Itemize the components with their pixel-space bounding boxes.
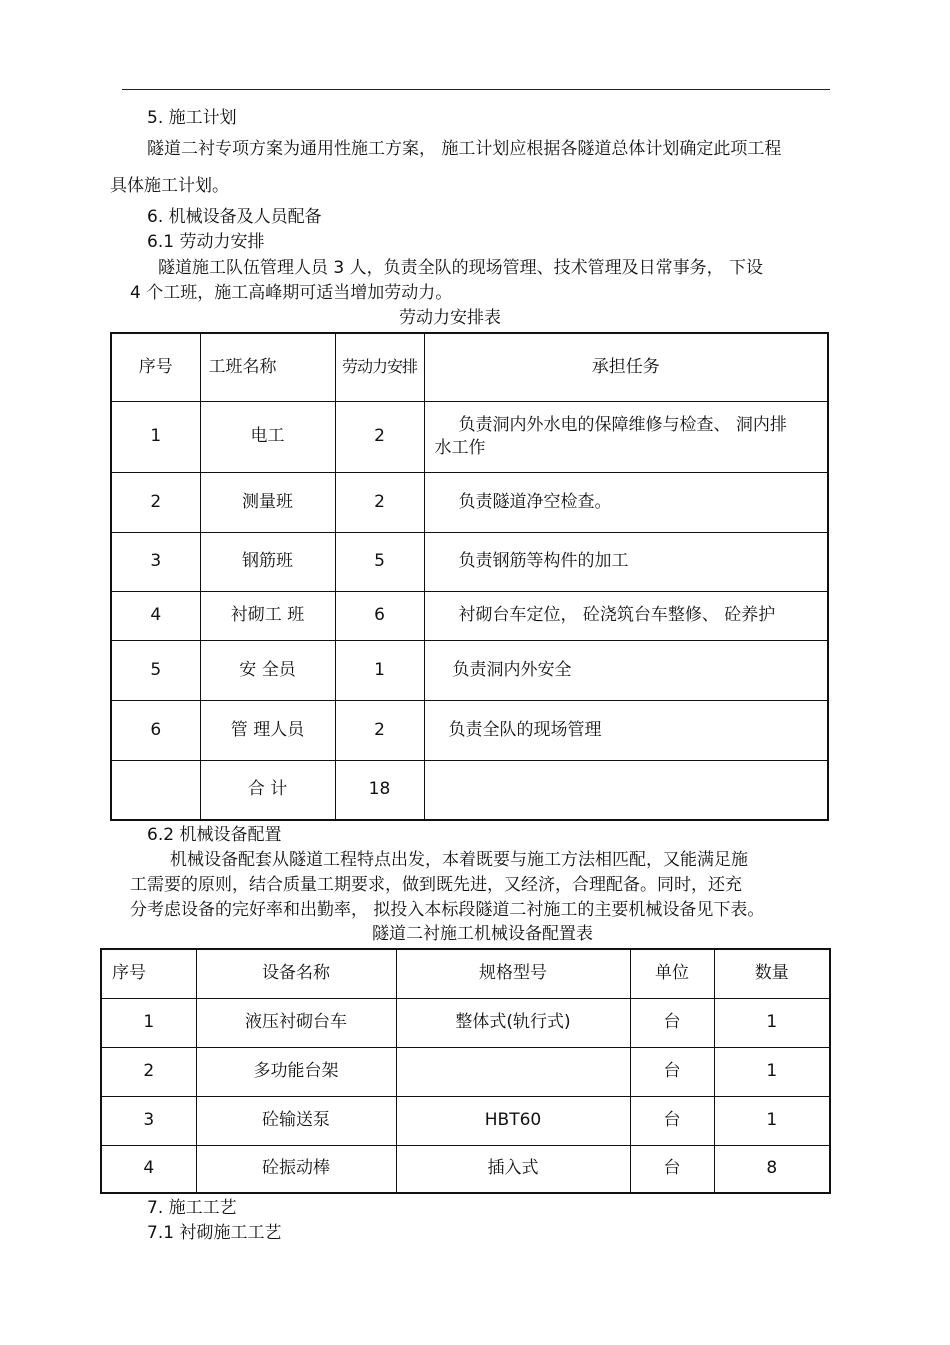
labor-table-title: 劳动力安排表 xyxy=(399,308,501,328)
labor-cell-count: 1 xyxy=(335,640,424,700)
equip-cell-no: 4 xyxy=(101,1145,196,1193)
section-6-1-title: 6.1 劳动力安排 xyxy=(147,232,265,252)
labor-cell-task xyxy=(424,760,828,820)
labor-cell-count: 5 xyxy=(335,532,424,591)
table-row xyxy=(101,998,830,1047)
section-7-1-title: 7.1 衬砌施工工艺 xyxy=(147,1223,282,1243)
equip-cell-qty: 1 xyxy=(714,1096,830,1145)
section-6-2-paragraph-line-3: 分考虑设备的完好率和出勤率， 拟投入本标段隧道二衬施工的主要机械设备见下表。 xyxy=(130,900,765,920)
labor-cell-count: 6 xyxy=(335,591,424,640)
equip-cell-spec: 整体式(轨行式) xyxy=(396,998,630,1047)
labor-total-row xyxy=(111,760,828,820)
labor-cell-no: 2 xyxy=(111,472,200,532)
table-row xyxy=(111,640,828,700)
section-7-title: 7. 施工工艺 xyxy=(147,1198,237,1218)
table-row xyxy=(101,1145,830,1193)
labor-cell-team: 管 理人员 xyxy=(200,700,335,760)
labor-total-count: 18 xyxy=(335,760,424,820)
table-row xyxy=(111,700,828,760)
section-6-1-paragraph-line-2: 4 个工班，施工高峰期可适当增加劳动力。 xyxy=(130,283,453,303)
labor-cell-task: 衬砌台车定位， 砼浇筑台车整修、 砼养护 xyxy=(424,591,828,640)
header-rule xyxy=(122,89,830,90)
labor-cell-no: 5 xyxy=(111,640,200,700)
labor-cell-task: 负责洞内外水电的保障维修与检查、 洞内排水工作 xyxy=(424,401,828,472)
labor-cell-no: 4 xyxy=(111,591,200,640)
equip-cell-qty: 1 xyxy=(714,998,830,1047)
labor-header-team: 工班名称 xyxy=(200,333,335,401)
labor-header-no: 序号 xyxy=(111,333,200,401)
equip-cell-name: 砼输送泵 xyxy=(196,1096,396,1145)
equip-header-no: 序号 xyxy=(101,949,196,998)
equip-header-qty: 数量 xyxy=(714,949,830,998)
labor-cell-task: 负责洞内外安全 xyxy=(424,640,828,700)
labor-cell-no: 6 xyxy=(111,700,200,760)
labor-header-count: 劳动力安排 xyxy=(335,333,424,401)
section-6-2-title: 6.2 机械设备配置 xyxy=(147,825,282,845)
labor-cell-no xyxy=(111,760,200,820)
labor-cell-no: 1 xyxy=(111,401,200,472)
labor-cell-task: 负责钢筋等构件的加工 xyxy=(424,532,828,591)
labor-cell-team: 衬砌工 班 xyxy=(200,591,335,640)
equip-header-spec: 规格型号 xyxy=(396,949,630,998)
labor-total-label: 合 计 xyxy=(200,760,335,820)
equip-header-name: 设备名称 xyxy=(196,949,396,998)
equip-header-unit: 单位 xyxy=(630,949,714,998)
equip-cell-name: 多功能台架 xyxy=(196,1047,396,1096)
labor-table-header-row xyxy=(111,333,828,401)
table-row xyxy=(111,401,828,472)
section-5-title: 5. 施工计划 xyxy=(147,108,237,128)
table-row xyxy=(111,532,828,591)
table-row xyxy=(111,472,828,532)
equip-cell-qty: 1 xyxy=(714,1047,830,1096)
labor-cell-count: 2 xyxy=(335,472,424,532)
section-6-title: 6. 机械设备及人员配备 xyxy=(147,207,322,227)
table-row xyxy=(111,591,828,640)
equipment-table-title: 隧道二衬施工机械设备配置表 xyxy=(372,924,593,944)
equip-cell-qty: 8 xyxy=(714,1145,830,1193)
equipment-table xyxy=(100,948,831,1194)
equip-cell-no: 1 xyxy=(101,998,196,1047)
labor-cell-team: 测量班 xyxy=(200,472,335,532)
section-6-2-paragraph-line-1: 机械设备配套从隧道工程特点出发，本着既要与施工方法相匹配，又能满足施 xyxy=(170,850,748,870)
labor-cell-count: 2 xyxy=(335,700,424,760)
section-6-2-paragraph-line-2: 工需要的原则，结合质量工期要求，做到既先进，又经济，合理配备。同时，还充 xyxy=(130,875,742,895)
equip-cell-unit: 台 xyxy=(630,1145,714,1193)
equip-cell-name: 液压衬砌台车 xyxy=(196,998,396,1047)
labor-cell-task: 负责全队的现场管理 xyxy=(424,700,828,760)
labor-cell-team: 钢筋班 xyxy=(200,532,335,591)
equip-cell-no: 3 xyxy=(101,1096,196,1145)
equipment-table-header-row xyxy=(101,949,830,998)
section-6-1-paragraph-line-1: 隧道施工队伍管理人员 3 人，负责全队的现场管理、技术管理及日常事务， 下设 xyxy=(158,258,764,278)
labor-cell-count: 2 xyxy=(335,401,424,472)
labor-cell-task: 负责隧道净空检查。 xyxy=(424,472,828,532)
labor-cell-no: 3 xyxy=(111,532,200,591)
table-row xyxy=(101,1047,830,1096)
labor-cell-team: 电工 xyxy=(200,401,335,472)
section-5-paragraph-line-2: 具体施工计划。 xyxy=(110,176,229,196)
section-5-paragraph-line-1: 隧道二衬专项方案为通用性施工方案， 施工计划应根据各隧道总体计划确定此项工程 xyxy=(147,139,782,159)
equip-cell-unit: 台 xyxy=(630,998,714,1047)
equip-cell-name: 砼振动棒 xyxy=(196,1145,396,1193)
equip-cell-unit: 台 xyxy=(630,1096,714,1145)
equip-cell-no: 2 xyxy=(101,1047,196,1096)
labor-header-task: 承担任务 xyxy=(424,333,828,401)
labor-cell-team: 安 全员 xyxy=(200,640,335,700)
equip-cell-spec: 插入式 xyxy=(396,1145,630,1193)
table-row xyxy=(101,1096,830,1145)
labor-table xyxy=(110,332,829,821)
equip-cell-spec: HBT60 xyxy=(396,1096,630,1145)
equip-cell-spec xyxy=(396,1047,630,1096)
equip-cell-unit: 台 xyxy=(630,1047,714,1096)
